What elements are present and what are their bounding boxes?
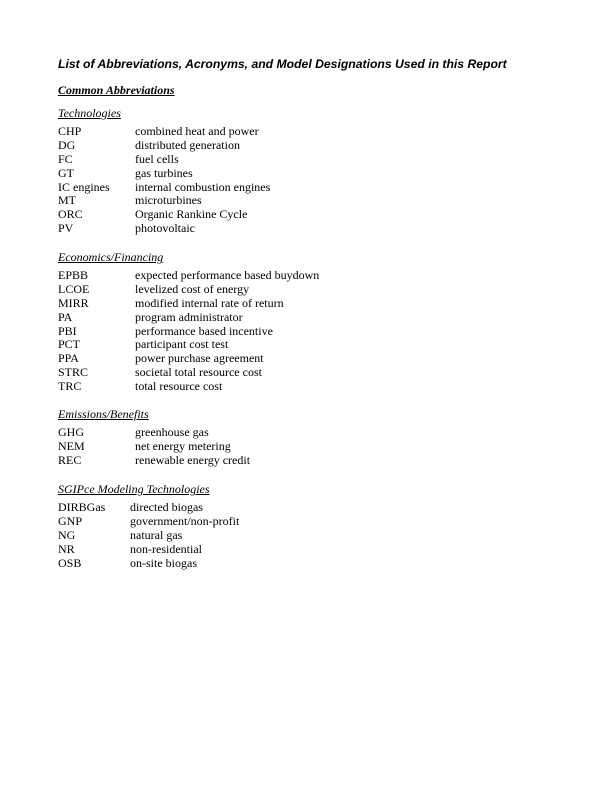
definition: non-residential xyxy=(130,541,202,556)
section-sgipce-modeling-technologies xyxy=(58,482,240,570)
abbreviation: PV xyxy=(58,221,74,236)
definition: performance based incentive xyxy=(135,323,273,338)
abbreviation-list xyxy=(58,268,320,394)
section-emissions-benefits xyxy=(58,407,251,468)
definition: societal total resource cost xyxy=(135,365,262,380)
common-abbreviations-heading: Common Abbreviations xyxy=(58,83,175,97)
abbreviation-row xyxy=(58,513,240,529)
abbreviation-row xyxy=(58,165,193,181)
abbreviation-list xyxy=(58,425,251,468)
definition: government/non-profit xyxy=(130,513,240,528)
abbreviation: GNP xyxy=(58,513,83,528)
abbreviation-row xyxy=(58,543,210,557)
abbreviation: IC engines xyxy=(58,179,110,194)
definition: photovoltaic xyxy=(135,221,195,236)
definition: directed biogas xyxy=(130,500,203,514)
definition: renewable energy credit xyxy=(135,452,251,467)
abbreviation: MT xyxy=(58,193,76,208)
abbreviation: ORC xyxy=(58,207,83,222)
definition: total resource cost xyxy=(135,379,223,394)
abbreviation: FC xyxy=(58,151,73,166)
abbreviation-row xyxy=(58,281,250,297)
definition: internal combustion engines xyxy=(135,179,271,194)
definition: combined heat and power xyxy=(135,124,259,138)
abbreviation-row xyxy=(58,221,195,236)
abbreviation-row xyxy=(58,309,243,325)
abbreviation: PCT xyxy=(58,337,81,352)
abbreviation: PA xyxy=(58,309,73,324)
definition: modified internal rate of return xyxy=(135,295,284,310)
definition: expected performance based buydown xyxy=(135,268,320,282)
abbreviation: TRC xyxy=(58,379,82,394)
abbreviation-row xyxy=(58,452,251,468)
abbreviation-row xyxy=(58,268,320,283)
section-technologies xyxy=(58,106,271,236)
definition: program administrator xyxy=(135,309,243,324)
section-heading: SGIPce Modeling Technologies xyxy=(58,482,210,496)
abbreviation-row xyxy=(58,124,259,139)
abbreviation: MIRR xyxy=(58,295,89,310)
abbreviation: REC xyxy=(58,452,82,467)
abbreviation-row xyxy=(58,207,248,222)
abbreviation-row xyxy=(58,137,240,153)
abbreviation: CHP xyxy=(58,124,82,138)
definition: gas turbines xyxy=(135,165,193,180)
abbreviation-row xyxy=(58,438,231,454)
abbreviation-row xyxy=(58,295,284,311)
abbreviation: NEM xyxy=(58,438,85,453)
definition: levelized cost of energy xyxy=(135,281,250,296)
definition: distributed generation xyxy=(135,137,240,152)
abbreviation-list xyxy=(58,500,240,570)
definition: on-site biogas xyxy=(130,555,197,570)
section-heading: Economics/Financing xyxy=(58,250,164,264)
abbreviation-row xyxy=(58,379,223,394)
abbreviation: DIRBGas xyxy=(58,500,106,514)
abbreviation-row xyxy=(58,323,273,339)
abbreviation-row xyxy=(58,365,262,380)
definition: natural gas xyxy=(130,527,183,542)
definition: net energy metering xyxy=(135,438,231,453)
abbreviation-row xyxy=(58,193,202,208)
abbreviation-list xyxy=(58,124,271,236)
section-heading: Technologies xyxy=(58,106,121,120)
abbreviation-row xyxy=(58,337,229,352)
section-economics-financing xyxy=(58,250,320,394)
abbreviation: PBI xyxy=(58,323,77,338)
abbreviation: DG xyxy=(58,137,76,152)
abbreviation: LCOE xyxy=(58,281,90,296)
abbreviation: NR xyxy=(58,541,75,556)
abbreviation: EPBB xyxy=(58,268,89,282)
definition: participant cost test xyxy=(135,337,229,352)
abbreviation-row xyxy=(58,425,209,440)
abbreviation-row xyxy=(58,529,210,543)
page-title: List of Abbreviations, Acronyms, and Model Designations Used in this Report xyxy=(58,57,507,71)
abbreviation-row xyxy=(58,351,264,366)
abbreviation: OSB xyxy=(58,555,82,570)
definition: microturbines xyxy=(135,193,202,208)
abbreviation-row xyxy=(58,151,179,167)
abbreviation-row xyxy=(58,501,210,515)
definition: fuel cells xyxy=(135,151,179,166)
abbreviation: GHG xyxy=(58,425,84,439)
abbreviation: STRC xyxy=(58,365,89,380)
abbreviation: GT xyxy=(58,165,74,180)
definition: greenhouse gas xyxy=(135,425,209,439)
abbreviation: PPA xyxy=(58,351,79,366)
abbreviation: NG xyxy=(58,527,76,542)
definition: Organic Rankine Cycle xyxy=(135,207,248,222)
abbreviation-row xyxy=(58,179,271,195)
section-heading: Emissions/Benefits xyxy=(58,407,149,421)
definition: power purchase agreement xyxy=(135,351,264,366)
abbreviation-row xyxy=(58,557,210,571)
